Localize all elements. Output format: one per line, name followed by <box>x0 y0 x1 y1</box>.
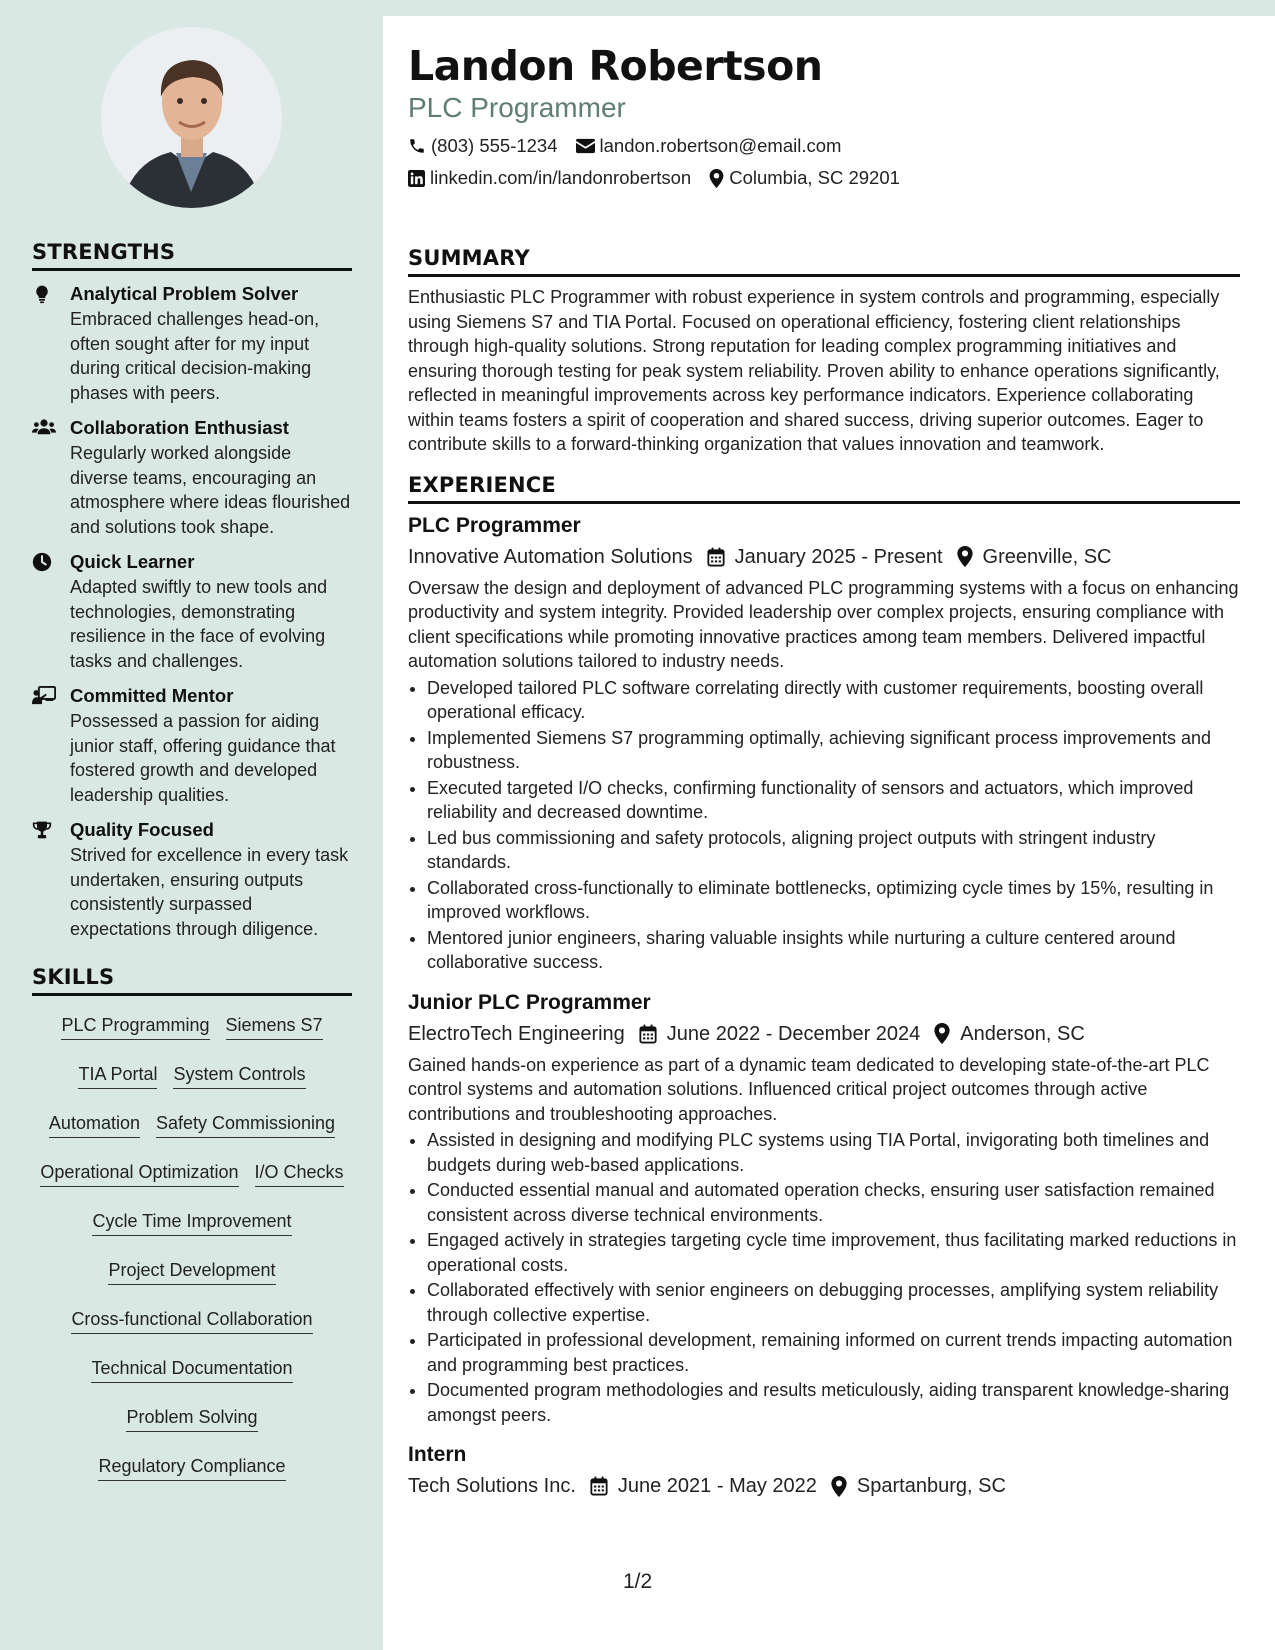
skill-tag: Operational Optimization <box>40 1161 238 1187</box>
skills-list <box>32 1004 352 1494</box>
map-pin-icon <box>817 1476 857 1497</box>
teacher-icon <box>32 686 54 708</box>
contact-phone: (803) 555-1234 <box>408 130 558 162</box>
phone-icon <box>408 137 426 155</box>
job-location: Spartanburg, SC <box>856 1475 1006 1497</box>
job-dates: June 2021 - May 2022 <box>617 1475 817 1497</box>
strength-desc: Adapted swiftly to new tools and technologies, demonstrating resilience in the face of evolving tasks and challenges. <box>70 577 328 671</box>
main-content <box>408 40 1240 1501</box>
strength-item <box>32 415 352 539</box>
lightbulb-icon <box>32 284 54 306</box>
trophy-icon <box>32 820 54 842</box>
strength-desc: Regularly worked alongside diverse teams, encouraging an atmosphere where ideas flourished and solutions took shape. <box>70 443 351 537</box>
skill-tag: Cycle Time Improvement <box>92 1210 291 1236</box>
job-bullet: • Participated in professional development, remaining informed on current trends impacting automation and programming best practices. <box>427 1328 1240 1377</box>
envelope-icon <box>576 138 595 154</box>
experience-title: EXPERIENCE <box>408 473 1240 504</box>
job-bullet: • Documented program methodologies and results meticulously, aiding transparent knowledge-sharing amongst peers. <box>427 1378 1240 1427</box>
skill-tag: TIA Portal <box>78 1063 157 1089</box>
candidate-name: Landon Robertson <box>408 42 823 90</box>
map-pin-icon <box>943 546 983 567</box>
contact-info <box>408 130 968 194</box>
experience-section <box>408 473 1240 1502</box>
skill-tag: PLC Programming <box>61 1014 209 1040</box>
skill-tag: Technical Documentation <box>91 1357 292 1383</box>
sidebar <box>0 0 383 1650</box>
skill-tag: Regulatory Compliance <box>98 1455 285 1481</box>
job-dates: January 2025 - Present <box>734 545 943 568</box>
skill-tag: System Controls <box>173 1063 305 1089</box>
summary-section <box>408 246 1240 457</box>
strength-title: Quick Learner <box>70 551 195 572</box>
job-entry <box>408 987 1240 1428</box>
summary-title: SUMMARY <box>408 246 1240 277</box>
map-pin-icon <box>709 169 724 188</box>
strength-desc: Embraced challenges head-on, often sought after for my input during critical decision-making phases with peers. <box>70 309 320 403</box>
calendar-icon <box>693 547 735 567</box>
job-bullets <box>408 1128 1240 1427</box>
map-pin-icon <box>920 1023 960 1044</box>
job-bullet: • Assisted in designing and modifying PLC systems using TIA Portal, invigorating both timelines and budgets during web-based applications. <box>427 1128 1240 1177</box>
job-entry <box>408 510 1240 975</box>
job-description: Oversaw the design and deployment of advanced PLC programming systems with a focus on enhancing productivity and system integrity. Provided leadership over complex projects, ensuring compliance with client specifications while promoting innovative practices among team members. Delivered impactful automation solutions tailored to industry needs. <box>408 577 1239 671</box>
job-bullet: • Developed tailored PLC software correlating directly with customer requirements, boosting overall operational efficacy. <box>427 676 1240 725</box>
skill-tag: I/O Checks <box>255 1161 344 1187</box>
strength-title: Collaboration Enthusiast <box>70 417 289 438</box>
job-bullet: • Implemented Siemens S7 programming optimally, achieving significant process improvements and robustness. <box>427 726 1240 775</box>
clock-icon <box>32 552 54 574</box>
job-title: Junior PLC Programmer <box>408 990 651 1014</box>
job-bullet: • Collaborated cross-functionally to eliminate bottlenecks, optimizing cycle times by 15%, resulting in improved workflows. <box>427 876 1240 925</box>
contact-linkedin[interactable]: linkedin.com/in/landonrobertson <box>408 162 691 194</box>
jobs-list <box>408 510 1240 1502</box>
strength-title: Committed Mentor <box>70 685 234 706</box>
job-company: Innovative Automation Solutions <box>408 545 693 568</box>
contact-location: Columbia, SC 29201 <box>709 162 900 194</box>
skill-tag: Project Development <box>108 1259 275 1285</box>
strength-desc: Strived for excellence in every task undertaken, ensuring outputs consistently surpassed expectations through diligence. <box>70 845 349 939</box>
job-bullets <box>408 676 1240 975</box>
contact-email[interactable]: landon.robertson@email.com <box>576 130 842 162</box>
users-icon <box>32 418 54 440</box>
job-company: Tech Solutions Inc. <box>408 1475 576 1497</box>
job-bullet: • Collaborated effectively with senior engineers on debugging processes, amplifying system reliability through collective expertise. <box>427 1278 1240 1327</box>
skill-tag: Problem Solving <box>126 1406 257 1432</box>
job-bullet: • Engaged actively in strategies targeting cycle time improvement, thus facilitating marked reductions in operational costs. <box>427 1228 1240 1277</box>
job-bullet: • Mentored junior engineers, sharing valuable insights while nurturing a culture centered around collaborative success. <box>427 926 1240 975</box>
job-meta <box>408 1019 1240 1049</box>
job-bullet: • Led bus commissioning and safety protocols, aligning project outputs with stringent industry standards. <box>427 826 1240 875</box>
linkedin-icon <box>408 170 425 187</box>
strength-title: Analytical Problem Solver <box>70 283 299 304</box>
job-title: Intern <box>408 1443 467 1466</box>
skill-tag: Cross-functional Collaboration <box>71 1308 312 1334</box>
skill-tag: Safety Commissioning <box>156 1112 335 1138</box>
summary-text: Enthusiastic PLC Programmer with robust experience in system controls and programming, especially using Siemens S7 and TIA Portal. Focused on operational efficiency, fostering client relationships through high-quality solutions. Strong reputation for leading complex programming initiatives and ensuring thorough testing for peak system reliability. Proven ability to enhance operations significantly, reflected in meaningful improvements across key performance indicators. Experience collaborating within teams fosters a spirit of cooperation and shared success, driving superior outcomes. Eager to contribute skills to a forward-thinking organization that values innovation and teamwork. <box>408 287 1220 454</box>
skill-tag: Siemens S7 <box>226 1014 323 1040</box>
strengths-list <box>32 281 352 941</box>
strength-title: Quality Focused <box>70 819 214 840</box>
profile-photo <box>101 27 282 208</box>
skills-title: SKILLS <box>32 965 352 996</box>
page-number: 1/2 <box>623 1570 653 1593</box>
skill-tag: Automation <box>49 1112 140 1138</box>
calendar-icon <box>625 1024 667 1044</box>
strength-item <box>32 281 352 405</box>
strength-item <box>32 683 352 807</box>
job-location: Anderson, SC <box>960 1022 1085 1045</box>
job-bullet: • Conducted essential manual and automated operation checks, ensuring user satisfaction remained consistent across diverse technical environments. <box>427 1178 1240 1227</box>
job-bullet: • Executed targeted I/O checks, confirming functionality of sensors and actuators, which improved reliability and decreased downtime. <box>427 776 1240 825</box>
job-meta <box>408 1471 1240 1501</box>
job-meta <box>408 542 1240 572</box>
calendar-icon <box>576 1476 618 1496</box>
candidate-role: PLC Programmer <box>408 92 626 123</box>
job-location: Greenville, SC <box>982 545 1112 568</box>
strength-desc: Possessed a passion for aiding junior staff, offering guidance that fostered growth and developed leadership qualities. <box>70 711 336 805</box>
strengths-title: STRENGTHS <box>32 240 352 271</box>
strength-item <box>32 549 352 673</box>
job-title: PLC Programmer <box>408 513 581 537</box>
strength-item <box>32 817 352 941</box>
job-description: Gained hands-on experience as part of a dynamic team dedicated to developing state-of-the-art PLC control systems and automation solutions. Influenced critical project outcomes through active contributions and troubleshooting approaches. <box>408 1054 1210 1124</box>
job-dates: June 2022 - December 2024 <box>666 1022 921 1045</box>
job-entry <box>408 1439 1240 1501</box>
job-company: ElectroTech Engineering <box>408 1022 625 1045</box>
